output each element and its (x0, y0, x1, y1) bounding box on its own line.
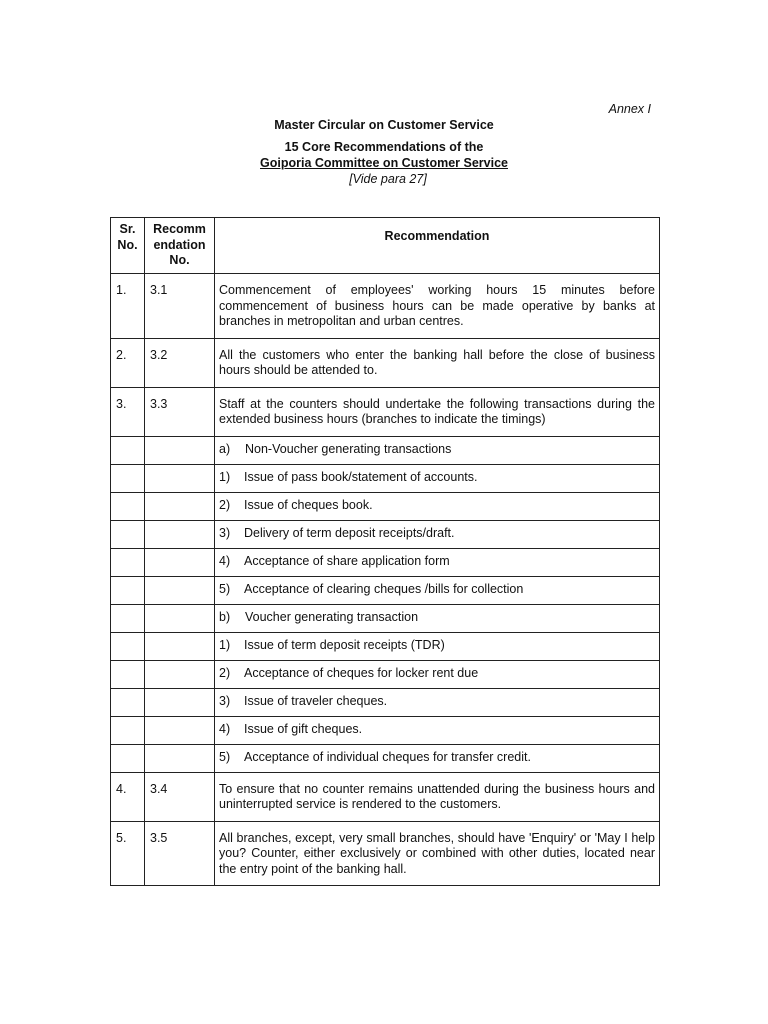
empty-cell (145, 632, 215, 660)
table-header-row (111, 218, 660, 274)
empty-cell (145, 576, 215, 604)
recommendation-cell: Staff at the counters should undertake the following transactions during the extended business hours (branches to indicate the timings) (215, 387, 660, 436)
rec-no-cell: 3.4 (145, 772, 215, 821)
subtitle-line2 (0, 156, 768, 170)
header-sr-no: Sr. No. (111, 218, 145, 274)
table-row (111, 464, 660, 492)
empty-cell (111, 688, 145, 716)
list-item: 4) Acceptance of share application form (215, 548, 660, 576)
table-row (111, 387, 660, 436)
list-item: 2) Issue of cheques book. (215, 492, 660, 520)
list-item: 1) Issue of term deposit receipts (TDR) (215, 632, 660, 660)
empty-cell (145, 744, 215, 772)
table-row (111, 548, 660, 576)
list-item: 5) Acceptance of clearing cheques /bills for collection (215, 576, 660, 604)
empty-cell (145, 548, 215, 576)
list-item: 3) Delivery of term deposit receipts/draft. (215, 520, 660, 548)
table-row (111, 744, 660, 772)
empty-cell (111, 716, 145, 744)
empty-cell (111, 492, 145, 520)
table-row (111, 436, 660, 464)
list-item: 4) Issue of gift cheques. (215, 716, 660, 744)
empty-cell (145, 520, 215, 548)
sr-no-cell: 5. (111, 821, 145, 886)
annex-label: Annex I (608, 102, 651, 116)
sr-no-cell: 3. (111, 387, 145, 436)
empty-cell (145, 716, 215, 744)
table-row (111, 688, 660, 716)
table-row (111, 772, 660, 821)
empty-cell (111, 660, 145, 688)
sub-heading-a: a) Non-Voucher generating transactions (215, 436, 660, 464)
sr-no-cell: 4. (111, 772, 145, 821)
rec-no-cell: 3.5 (145, 821, 215, 886)
subtitle-line1: 15 Core Recommendations of the (284, 140, 484, 154)
sr-no-cell: 1. (111, 274, 145, 339)
recommendation-cell: To ensure that no counter remains unattended during the business hours and uninterrupted service is rendered to the customers. (215, 772, 660, 821)
list-item: 5) Acceptance of individual cheques for transfer credit. (215, 744, 660, 772)
rec-no-cell: 3.2 (145, 338, 215, 387)
recommendation-cell: All branches, except, very small branches, should have 'Enquiry' or 'May I help you? Counter, either exclusively or combined with other duties, located near the entry point of the banking hall. (215, 821, 660, 886)
list-item: 3) Issue of traveler cheques. (215, 688, 660, 716)
committee-name: Goiporia Committee on Customer Service (260, 156, 508, 170)
table-row (111, 632, 660, 660)
empty-cell (111, 744, 145, 772)
table-row (111, 716, 660, 744)
empty-cell (111, 604, 145, 632)
rec-no-cell: 3.3 (145, 387, 215, 436)
table-row (111, 660, 660, 688)
empty-cell (111, 464, 145, 492)
sub-heading-b: b) Voucher generating transaction (215, 604, 660, 632)
table-row (111, 274, 660, 339)
empty-cell (145, 604, 215, 632)
recommendation-cell: All the customers who enter the banking hall before the close of business hours should be attended to. (215, 338, 660, 387)
recommendations-table (110, 217, 660, 886)
empty-cell (111, 520, 145, 548)
table-row (111, 492, 660, 520)
empty-cell (145, 436, 215, 464)
table-row (111, 576, 660, 604)
empty-cell (111, 632, 145, 660)
empty-cell (111, 436, 145, 464)
empty-cell (145, 492, 215, 520)
header-recommendation-no: Recomm endation No. (145, 218, 215, 274)
recommendation-cell: Commencement of employees' working hours 15 minutes before commencement of business hours can be made operative by banks at branches in metropolitan and urban centres. (215, 274, 660, 339)
document-title: Master Circular on Customer Service (274, 118, 494, 132)
table-row (111, 604, 660, 632)
empty-cell (111, 576, 145, 604)
table-row (111, 821, 660, 886)
list-item: 1) Issue of pass book/statement of accounts. (215, 464, 660, 492)
rec-no-cell: 3.1 (145, 274, 215, 339)
sr-no-cell: 2. (111, 338, 145, 387)
empty-cell (145, 464, 215, 492)
empty-cell (145, 660, 215, 688)
header-recommendation: Recommendation (215, 218, 660, 274)
list-item: 2) Acceptance of cheques for locker rent due (215, 660, 660, 688)
vide-para: [Vide para 27] (349, 172, 427, 186)
empty-cell (145, 688, 215, 716)
empty-cell (111, 548, 145, 576)
table-row (111, 338, 660, 387)
table-row (111, 520, 660, 548)
